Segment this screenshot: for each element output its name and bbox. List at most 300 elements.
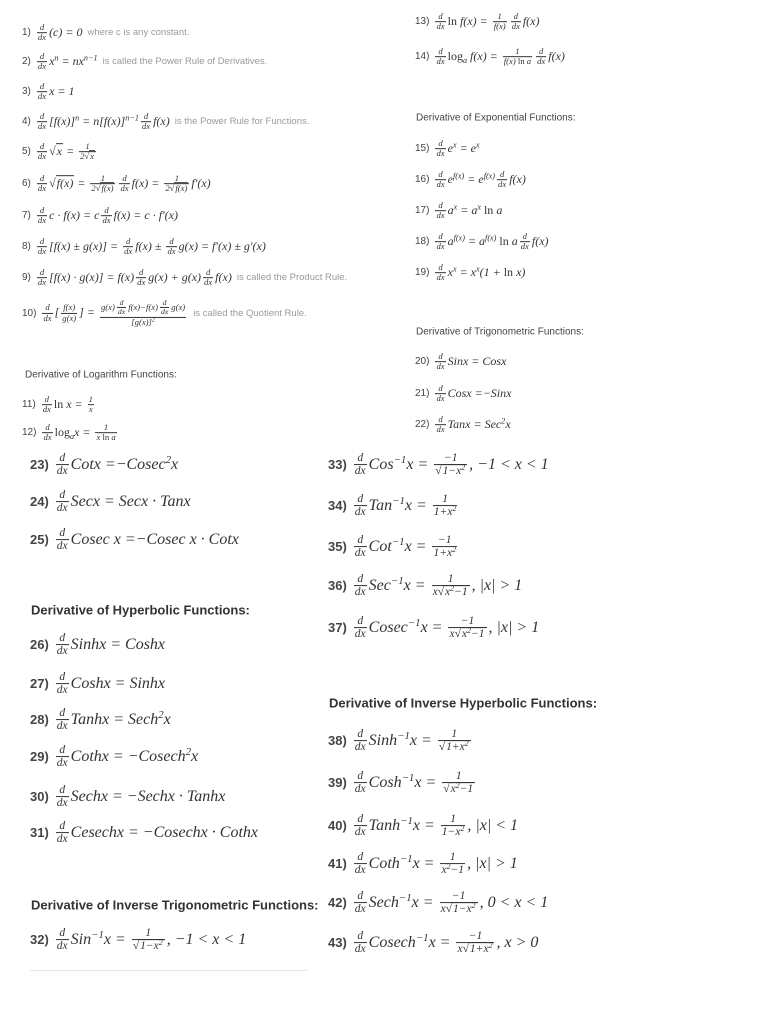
math-text: dx — [37, 32, 47, 43]
fraction-denominator — [37, 216, 47, 226]
math-text: dx — [37, 121, 47, 132]
fraction-numerator — [56, 744, 69, 756]
square-root — [463, 943, 494, 956]
math-text: 1−x — [140, 940, 159, 953]
d-dx-operator — [354, 534, 367, 560]
formula-expression — [35, 51, 268, 72]
formula-number: 22) — [415, 419, 430, 431]
math-text: ] = — [79, 304, 98, 319]
math-text: f(x) — [175, 183, 188, 194]
math-text: −1 — [399, 852, 413, 865]
math-text: d — [59, 927, 66, 940]
math-text: Sinh — [368, 731, 398, 749]
math-text: d — [162, 297, 167, 307]
formula-31 — [30, 820, 258, 846]
formula-expression — [352, 890, 549, 916]
superscript — [125, 113, 139, 122]
formula-35 — [328, 534, 459, 560]
formula-expression — [352, 452, 549, 478]
formula-number: 26) — [30, 637, 49, 653]
square-root — [455, 628, 486, 641]
math-text: d — [59, 820, 66, 833]
formula-expression — [54, 527, 239, 553]
superscript — [392, 495, 405, 507]
formula-number: 11) — [22, 399, 36, 411]
math-text: dx — [436, 272, 445, 283]
math-text: dx — [37, 61, 47, 72]
d-dx-operator — [56, 671, 69, 697]
formula-number: 16) — [415, 174, 430, 186]
fraction — [95, 423, 116, 443]
fraction-denominator — [56, 502, 69, 515]
math-text: = n[f(x)] — [79, 113, 126, 128]
math-text: x = — [74, 424, 94, 439]
formula-expression — [40, 422, 118, 443]
math-text: d — [438, 200, 443, 211]
fraction-denominator — [354, 783, 367, 796]
formula-expression — [352, 770, 477, 796]
math-text: f(x) — [452, 171, 465, 181]
fraction-denominator — [56, 940, 69, 953]
formula-number: 20) — [415, 356, 430, 368]
math-text: 1+x — [446, 741, 465, 754]
fraction-numerator — [42, 395, 52, 404]
fraction-numerator — [56, 632, 69, 644]
fraction — [448, 615, 486, 641]
math-text: x — [447, 264, 453, 279]
radicand — [100, 183, 114, 194]
math-text: −1 — [454, 586, 468, 599]
fraction-numerator — [117, 299, 126, 307]
math-text: d — [139, 267, 144, 278]
math-text: dx — [37, 91, 47, 102]
fraction-denominator — [79, 152, 96, 162]
math-text: a — [462, 55, 468, 65]
formula-expression — [35, 173, 211, 194]
math-text: Sinhx = Coshx — [70, 635, 166, 653]
d-dx-operator — [101, 206, 111, 226]
math-text: d — [39, 267, 45, 278]
math-text: 2 — [158, 708, 164, 721]
fraction — [440, 890, 478, 916]
math-text: d — [205, 267, 211, 278]
math-text: dx — [354, 943, 366, 956]
d-dx-operator — [354, 728, 367, 754]
math-text: d — [357, 493, 364, 506]
d-dx-operator — [435, 415, 445, 435]
math-text: ln — [102, 432, 112, 443]
math-text: d — [39, 81, 45, 92]
formula-expression — [433, 11, 540, 32]
math-text: e — [447, 171, 453, 186]
formula-number: 37) — [328, 620, 347, 636]
math-text: 2 — [460, 824, 465, 834]
formula-number: 17) — [415, 205, 430, 217]
d-dx-operator — [354, 452, 367, 478]
math-text: f(x) — [153, 113, 170, 128]
math-text: g(x) — [62, 312, 77, 323]
math-text: dx — [102, 215, 111, 226]
fraction-denominator — [56, 757, 69, 770]
fraction-numerator — [435, 415, 445, 424]
formula-expression — [54, 784, 226, 810]
formula-20 — [415, 352, 506, 372]
math-text: = a — [457, 202, 478, 217]
math-text: = — [62, 143, 78, 158]
math-text: x — [477, 202, 481, 212]
fraction-denominator — [435, 394, 445, 404]
formula-expression — [54, 744, 199, 770]
fraction-numerator — [160, 299, 169, 307]
math-text: d — [357, 534, 364, 547]
formula-expression — [35, 141, 98, 162]
math-text: 2 — [455, 781, 460, 791]
fraction — [503, 47, 532, 67]
fraction-numerator — [203, 268, 213, 277]
formula-number: 3) — [22, 86, 31, 98]
math-text: dx — [354, 741, 366, 754]
formula-number: 36) — [328, 578, 347, 594]
fraction-numerator — [100, 299, 186, 317]
math-text: dx — [436, 56, 445, 67]
formula-expression — [433, 46, 565, 67]
math-text: x — [476, 140, 480, 150]
math-text: a — [526, 56, 532, 67]
math-text: ln — [517, 56, 527, 67]
math-text: [f(x) ± g(x)] = — [49, 238, 122, 253]
math-text: d — [39, 111, 45, 122]
fraction-denominator — [511, 22, 521, 32]
fraction-denominator — [354, 465, 367, 478]
fraction-denominator — [160, 307, 169, 316]
math-text: x — [453, 202, 458, 212]
math-text: d — [59, 632, 66, 645]
d-dx-operator — [160, 299, 169, 317]
math-text: 1 — [515, 46, 520, 57]
math-text: dx — [511, 21, 520, 32]
math-text: n — [75, 113, 80, 123]
math-text: dx — [56, 502, 68, 515]
fraction-numerator — [56, 671, 69, 683]
math-text: dx — [160, 307, 169, 317]
math-text: 2 — [488, 941, 493, 951]
math-text: dx — [120, 183, 129, 194]
fraction — [456, 930, 494, 956]
fraction-numerator — [354, 615, 367, 627]
formula-expression — [54, 671, 166, 697]
superscript — [460, 824, 464, 833]
math-text: Cothx = −Cosech — [70, 747, 186, 765]
math-text: d — [499, 169, 505, 180]
math-text: 2 — [464, 739, 469, 749]
math-text: 1 — [85, 141, 90, 152]
math-text: Cosx =−Sinx — [447, 385, 512, 400]
math-text: 2 — [158, 938, 163, 948]
fraction — [132, 927, 165, 953]
math-text: f(x) — [509, 171, 526, 186]
formula-number: 14) — [415, 51, 430, 63]
math-text: x — [96, 432, 103, 443]
math-text: d — [104, 205, 109, 216]
formula-expression — [352, 728, 473, 754]
math-text: dx — [117, 307, 126, 317]
formula-19 — [415, 263, 525, 283]
formula-37 — [328, 615, 539, 641]
fraction-denominator — [435, 425, 445, 435]
fraction-numerator — [123, 237, 133, 246]
math-text: x = — [412, 816, 439, 834]
formula-2 — [22, 52, 267, 72]
fraction-denominator — [497, 180, 507, 190]
fraction-denominator — [435, 149, 445, 159]
note-text: is called the Product Rule. — [236, 272, 348, 284]
math-text: x — [457, 943, 463, 956]
d-dx-operator — [37, 52, 47, 72]
math-text: n — [54, 53, 59, 63]
math-text: [f(x) · g(x)] = f(x) — [49, 269, 135, 284]
math-text: 2 — [501, 416, 506, 426]
formula-number: 12) — [22, 427, 37, 439]
formula-number: 24) — [30, 494, 49, 510]
section-heading-exponential: Derivative of Exponential Functions: — [416, 112, 576, 124]
math-text: g(x) — [171, 301, 186, 312]
fraction-denominator — [432, 586, 470, 599]
math-text: , x > 0 — [496, 933, 539, 951]
fraction — [438, 728, 471, 754]
math-text: ln — [447, 13, 460, 28]
math-text: −1 — [460, 615, 475, 628]
formula-number: 43) — [328, 935, 347, 951]
fraction-denominator — [37, 278, 47, 288]
fraction-denominator — [503, 57, 532, 67]
superscript — [391, 575, 404, 587]
fraction-denominator — [440, 864, 465, 877]
math-text: x = — [66, 396, 86, 411]
math-text: 1 — [449, 851, 456, 864]
math-text: f(x) ± — [135, 238, 165, 253]
math-text: dx — [37, 151, 47, 162]
math-text: d — [143, 111, 149, 122]
math-text: dx — [124, 246, 133, 257]
math-text: Cosec — [368, 618, 408, 636]
math-text: x — [461, 628, 468, 641]
math-text: 1+x — [433, 506, 453, 519]
radicand — [442, 465, 467, 478]
fraction-numerator — [61, 303, 77, 312]
d-dx-operator — [435, 201, 445, 221]
fraction-denominator — [56, 465, 69, 478]
square-root — [443, 783, 474, 796]
math-text: d — [357, 770, 364, 783]
math-text: n−1 — [125, 113, 139, 123]
fraction-denominator — [493, 22, 507, 32]
superscript — [476, 140, 480, 149]
math-text: d — [59, 489, 66, 502]
math-text: d — [39, 205, 45, 216]
fraction-denominator — [354, 943, 367, 956]
fraction-denominator — [56, 540, 69, 553]
formula-expression — [35, 81, 75, 102]
fraction-numerator — [435, 12, 445, 21]
d-dx-operator — [166, 237, 176, 257]
math-text: −1 — [438, 534, 452, 547]
math-text: x = 1 — [49, 83, 75, 98]
math-text: dx — [520, 241, 529, 252]
math-text: a — [496, 202, 503, 217]
math-text: dx — [56, 465, 68, 478]
math-text: , |x| > 1 — [488, 618, 540, 636]
fraction-denominator — [433, 506, 458, 519]
section-heading-inverse-trigonometric: Derivative of Inverse Trigonometric Functions: — [31, 897, 319, 913]
fraction-numerator — [354, 770, 367, 782]
d-dx-operator — [520, 232, 530, 252]
formula-expression — [433, 200, 503, 221]
fraction-denominator — [42, 405, 52, 415]
fraction-denominator — [438, 741, 471, 754]
d-dx-operator — [354, 573, 367, 599]
formula-16 — [415, 170, 526, 190]
fraction-denominator — [42, 433, 52, 443]
math-text: 1+x — [469, 943, 489, 956]
math-text: Cosech — [368, 933, 416, 951]
math-text: , 0 < x < 1 — [479, 893, 549, 911]
math-text: dx — [37, 277, 47, 288]
superscript — [152, 318, 155, 324]
math-text: f(x) = c · f′(x) — [113, 207, 178, 222]
d-dx-operator — [37, 23, 47, 43]
superscript — [485, 233, 496, 242]
math-text: dx — [537, 56, 546, 67]
fraction-numerator — [42, 423, 52, 432]
d-dx-operator — [42, 395, 52, 415]
math-text: −1 — [407, 616, 421, 629]
d-dx-operator — [497, 170, 507, 190]
math-text: Coshx = Sinhx — [70, 674, 166, 692]
formula-9 — [22, 268, 347, 288]
math-text: −1 — [468, 930, 483, 943]
formula-expression — [40, 297, 307, 327]
math-text: x = — [403, 576, 430, 594]
formula-number: 25) — [30, 532, 49, 548]
d-dx-operator — [37, 174, 47, 194]
formula-39 — [328, 770, 477, 796]
square-root — [133, 940, 164, 953]
formula-11 — [22, 395, 96, 415]
fraction-numerator — [88, 395, 94, 404]
formula-26 — [30, 632, 165, 658]
fraction-numerator — [435, 232, 445, 241]
math-text: f(x) — [503, 56, 518, 67]
math-text: x) — [516, 264, 526, 279]
math-text: dx — [137, 277, 146, 288]
math-text: x = — [409, 731, 436, 749]
fraction-denominator — [354, 506, 367, 519]
math-text: , −1 < x < 1 — [166, 930, 247, 948]
fraction-denominator — [95, 433, 116, 443]
math-text: d — [357, 813, 364, 826]
note-text: is called the Quotient Rule. — [193, 307, 307, 319]
math-text: x = — [414, 773, 441, 791]
math-text: = x — [456, 264, 476, 279]
section-heading-inverse-hyperbolic: Derivative of Inverse Hyperbolic Functions: — [329, 695, 598, 711]
math-text: Cos — [368, 455, 394, 473]
formula-expression — [352, 534, 459, 560]
d-dx-operator — [435, 12, 445, 32]
radicand — [174, 183, 188, 194]
math-text: , |x| < 1 — [467, 816, 519, 834]
d-dx-operator — [42, 303, 52, 323]
fraction-numerator — [56, 820, 69, 832]
math-text: d — [438, 414, 443, 425]
fraction-denominator — [435, 273, 445, 283]
math-text: 1 — [497, 11, 502, 22]
math-text: dx — [354, 826, 366, 839]
fraction — [440, 851, 465, 877]
math-text: f′(x) — [191, 175, 211, 190]
fraction-denominator — [37, 62, 47, 72]
formula-expression — [35, 205, 178, 226]
d-dx-operator — [536, 47, 546, 67]
math-text: 1 — [447, 573, 454, 586]
math-text: Tan — [368, 496, 393, 514]
fraction-denominator — [166, 247, 176, 257]
math-text: dx — [354, 506, 366, 519]
math-text: d — [357, 728, 364, 741]
math-text: dx — [42, 404, 51, 415]
formula-12 — [22, 423, 119, 443]
formula-29 — [30, 744, 198, 770]
d-dx-operator — [435, 170, 445, 190]
formula-14 — [415, 47, 565, 67]
radicand — [139, 940, 164, 953]
d-dx-operator — [141, 112, 151, 132]
math-text: f(x) — [453, 233, 465, 243]
math-text: x — [441, 864, 447, 877]
superscript — [461, 463, 465, 472]
math-text: (1 + — [479, 264, 504, 279]
math-text: dx — [354, 586, 366, 599]
fraction-denominator — [56, 797, 69, 810]
math-text: (c) = 0 — [49, 24, 83, 39]
math-text: a — [69, 431, 75, 441]
d-dx-operator — [37, 112, 47, 132]
fraction-numerator — [435, 384, 445, 393]
math-text: dx — [436, 21, 445, 32]
note-text: is called the Power Rule of Derivatives. — [102, 56, 268, 68]
fraction-denominator — [37, 33, 47, 43]
fraction-denominator — [441, 826, 466, 839]
fraction-numerator — [435, 139, 445, 148]
math-text: dx — [141, 121, 151, 132]
fraction-numerator — [354, 728, 367, 740]
formula-number: 40) — [328, 818, 347, 834]
math-text: d — [39, 51, 45, 62]
math-text: a — [447, 202, 454, 217]
math-text: Cot — [368, 537, 392, 555]
fraction-denominator — [37, 184, 47, 194]
formula-number: 34) — [328, 498, 347, 514]
math-text: dx — [354, 783, 366, 796]
fraction-numerator — [511, 12, 521, 21]
math-text: f(x) — [63, 302, 76, 313]
math-text: 2 — [471, 901, 476, 911]
math-text: 1 — [455, 770, 462, 783]
fraction-numerator — [56, 452, 69, 464]
radicand — [56, 143, 63, 158]
section-heading-hyperbolic: Derivative of Hyperbolic Functions: — [31, 602, 250, 618]
math-text: = nx — [58, 53, 84, 68]
math-text: g(x) — [100, 301, 115, 312]
